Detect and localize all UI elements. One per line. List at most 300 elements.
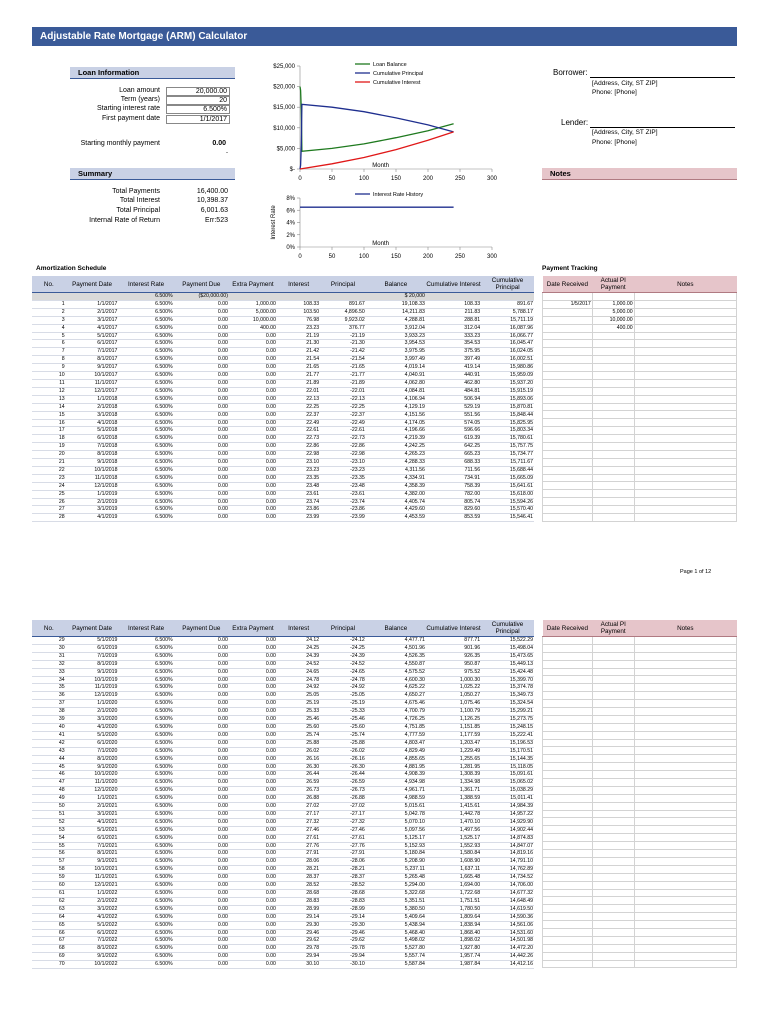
payment-cell[interactable] <box>592 490 634 498</box>
payment-cell[interactable] <box>592 660 634 668</box>
table-cell: 5/1/2018 <box>66 427 119 435</box>
table-cell: 0.00 <box>174 739 229 747</box>
table-row <box>543 660 737 668</box>
payment-cell[interactable] <box>592 739 634 747</box>
table-cell: 5,409.64 <box>366 913 426 921</box>
table-cell: 6/1/2021 <box>66 834 119 842</box>
payment-cell[interactable] <box>592 952 634 960</box>
payment-cell[interactable] <box>592 818 634 826</box>
payment-cell[interactable] <box>543 308 593 316</box>
payment-cell[interactable] <box>592 865 634 873</box>
payment-cell[interactable] <box>634 316 736 324</box>
payment-cell[interactable] <box>543 458 593 466</box>
payment-cell[interactable] <box>543 293 593 301</box>
payment-cell[interactable] <box>634 786 736 794</box>
payment-cell[interactable] <box>543 873 593 881</box>
table-cell: 8/1/2020 <box>66 755 119 763</box>
payment-cell[interactable] <box>592 668 634 676</box>
payment-cell[interactable] <box>543 747 593 755</box>
payment-cell[interactable]: 1,000.00 <box>592 300 634 308</box>
table-cell: 1,308.39 <box>426 771 481 779</box>
table-cell: 26.59 <box>277 779 320 787</box>
payment-cell[interactable] <box>634 652 736 660</box>
borrower-name-line[interactable] <box>590 76 735 78</box>
payment-cell[interactable] <box>592 403 634 411</box>
table-cell: 8/1/2019 <box>66 660 119 668</box>
payment-cell[interactable]: 10,000.00 <box>592 316 634 324</box>
payment-cell[interactable] <box>634 490 736 498</box>
table-row <box>32 506 534 514</box>
table-cell: 21 <box>32 459 66 467</box>
payment-cell[interactable] <box>634 857 736 865</box>
payment-cell[interactable] <box>592 498 634 506</box>
payment-cell[interactable] <box>543 731 593 739</box>
payment-cell[interactable] <box>592 387 634 395</box>
table-cell: 6.500% <box>118 451 173 459</box>
payment-cell[interactable]: 5,000.00 <box>592 308 634 316</box>
payment-cell[interactable] <box>634 731 736 739</box>
table-cell: 6.500% <box>118 506 173 514</box>
payment-cell[interactable] <box>592 379 634 387</box>
payment-cell[interactable] <box>592 293 634 301</box>
payment-cell[interactable] <box>543 857 593 865</box>
payment-cell[interactable] <box>634 435 736 443</box>
payment-cell[interactable] <box>634 723 736 731</box>
payment-cell[interactable] <box>634 340 736 348</box>
payment-cell[interactable]: 400.00 <box>592 324 634 332</box>
payment-cell[interactable] <box>634 387 736 395</box>
payment-cell[interactable] <box>592 637 634 645</box>
table-row <box>32 874 534 882</box>
payment-cell[interactable] <box>634 395 736 403</box>
table-cell: 4,881.95 <box>366 763 426 771</box>
payment-cell[interactable] <box>634 826 736 834</box>
payment-cell[interactable] <box>543 332 593 340</box>
payment-cell[interactable] <box>634 692 736 700</box>
payment-cell[interactable] <box>592 348 634 356</box>
payment-cell[interactable] <box>634 715 736 723</box>
payment-cell[interactable] <box>634 952 736 960</box>
payment-cell[interactable] <box>543 905 593 913</box>
payment-cell[interactable] <box>634 936 736 944</box>
table-cell: -21.30 <box>320 340 366 348</box>
payment-cell[interactable] <box>592 960 634 968</box>
table-cell: 5/1/2021 <box>66 826 119 834</box>
payment-cell[interactable] <box>592 427 634 435</box>
payment-cell[interactable] <box>634 660 736 668</box>
payment-cell[interactable] <box>634 794 736 802</box>
lender-phone[interactable]: Phone: [Phone] <box>592 139 637 146</box>
payment-cell[interactable] <box>543 514 593 522</box>
payment-cell[interactable] <box>543 316 593 324</box>
payment-cell[interactable] <box>543 850 593 858</box>
payment-cell[interactable] <box>592 371 634 379</box>
payment-cell[interactable] <box>634 802 736 810</box>
table-cell: 0.00 <box>229 842 277 850</box>
payment-cell[interactable] <box>634 324 736 332</box>
payment-cell[interactable] <box>543 442 593 450</box>
table-row <box>543 763 737 771</box>
payment-cell[interactable] <box>634 293 736 301</box>
payment-cell[interactable] <box>592 881 634 889</box>
payment-cell[interactable] <box>592 826 634 834</box>
payment-cell[interactable] <box>634 637 736 645</box>
payment-cell[interactable] <box>592 482 634 490</box>
payment-cell[interactable] <box>592 723 634 731</box>
table-cell: 1,415.61 <box>426 803 481 811</box>
payment-cell[interactable] <box>634 514 736 522</box>
payment-cell[interactable] <box>543 818 593 826</box>
payment-cell[interactable] <box>634 450 736 458</box>
payment-cell[interactable] <box>634 668 736 676</box>
payment-cell[interactable] <box>543 771 593 779</box>
payment-cell[interactable] <box>592 411 634 419</box>
payment-cell[interactable] <box>543 419 593 427</box>
payment-cell[interactable] <box>634 928 736 936</box>
payment-cell[interactable] <box>543 700 593 708</box>
table-cell: 0.00 <box>229 514 277 522</box>
payment-cell[interactable] <box>592 834 634 842</box>
payment-cell[interactable] <box>634 763 736 771</box>
payment-cell[interactable] <box>634 842 736 850</box>
payment-cell[interactable] <box>634 747 736 755</box>
table-cell <box>66 293 119 301</box>
payment-cell[interactable] <box>592 873 634 881</box>
payment-cell[interactable] <box>543 779 593 787</box>
payment-cell[interactable] <box>543 755 593 763</box>
payment-cell[interactable] <box>543 435 593 443</box>
table-cell: 6.500% <box>118 850 173 858</box>
table-cell: -29.78 <box>320 945 366 953</box>
table-cell: 0.00 <box>229 755 277 763</box>
table-row <box>543 936 737 944</box>
table-cell: 1,442.78 <box>426 810 481 818</box>
payment-cell[interactable] <box>543 403 593 411</box>
payment-cell[interactable] <box>543 960 593 968</box>
payment-cell[interactable] <box>543 482 593 490</box>
table-cell: 26.73 <box>277 787 320 795</box>
payment-cell[interactable] <box>592 506 634 514</box>
payment-cell[interactable] <box>592 850 634 858</box>
payment-cell[interactable] <box>592 889 634 897</box>
table-row <box>543 637 737 645</box>
payment-cell[interactable]: 1/5/2017 <box>543 300 593 308</box>
payment-cell[interactable] <box>543 763 593 771</box>
table-cell: 0.00 <box>229 660 277 668</box>
payment-cell[interactable] <box>592 395 634 403</box>
lender-name-line[interactable] <box>590 126 735 128</box>
payment-cell[interactable] <box>592 936 634 944</box>
payment-cell[interactable] <box>634 458 736 466</box>
payment-cell[interactable] <box>634 810 736 818</box>
payment-cell[interactable] <box>543 506 593 514</box>
payment-cell[interactable] <box>543 395 593 403</box>
payment-cell[interactable] <box>543 340 593 348</box>
x-tick-label: 300 <box>486 176 498 182</box>
payment-cell[interactable] <box>543 644 593 652</box>
payment-cell[interactable] <box>634 897 736 905</box>
borrower-phone[interactable]: Phone: [Phone] <box>592 89 637 96</box>
payment-cell[interactable] <box>634 498 736 506</box>
payment-cell[interactable] <box>592 435 634 443</box>
payment-cell[interactable] <box>592 779 634 787</box>
payment-cell[interactable] <box>634 779 736 787</box>
series-line <box>300 104 454 169</box>
payment-cell[interactable] <box>592 652 634 660</box>
table-row <box>32 482 534 490</box>
payment-cell[interactable] <box>592 692 634 700</box>
payment-cell[interactable] <box>634 364 736 372</box>
payment-cell[interactable] <box>592 514 634 522</box>
payment-cell[interactable] <box>634 442 736 450</box>
payment-cell[interactable] <box>592 458 634 466</box>
payment-cell[interactable] <box>634 371 736 379</box>
payment-cell[interactable] <box>592 684 634 692</box>
payment-cell[interactable] <box>543 676 593 684</box>
payment-cell[interactable] <box>543 723 593 731</box>
table-cell: 15,324.54 <box>481 700 534 708</box>
column-header: Notes <box>634 620 736 637</box>
payment-cell[interactable] <box>592 755 634 763</box>
payment-cell[interactable] <box>634 684 736 692</box>
table-cell: 0.00 <box>174 308 229 316</box>
payment-cell[interactable] <box>634 771 736 779</box>
payment-cell[interactable] <box>592 340 634 348</box>
payment-cell[interactable] <box>543 474 593 482</box>
payment-cell[interactable] <box>592 842 634 850</box>
table-cell: 5,498.02 <box>366 937 426 945</box>
payment-cell[interactable] <box>543 715 593 723</box>
payment-cell[interactable] <box>543 356 593 364</box>
loan-field-input[interactable]: 6.500% <box>166 105 230 114</box>
payment-cell[interactable] <box>634 474 736 482</box>
column-header: Extra Payment <box>229 276 277 293</box>
payment-cell[interactable] <box>543 834 593 842</box>
payment-cell[interactable] <box>543 668 593 676</box>
table-row <box>543 889 737 897</box>
table-row <box>32 961 534 969</box>
loan-field-input[interactable]: 20 <box>166 96 230 105</box>
table-cell: 27 <box>32 506 66 514</box>
payment-cell[interactable] <box>543 708 593 716</box>
payment-cell[interactable] <box>592 928 634 936</box>
payment-cell[interactable] <box>634 427 736 435</box>
table-cell: 4,700.79 <box>366 708 426 716</box>
table-cell: 0.00 <box>174 660 229 668</box>
payment-cell[interactable] <box>634 466 736 474</box>
payment-cell[interactable] <box>634 755 736 763</box>
payment-cell[interactable] <box>634 873 736 881</box>
table-cell: 9/1/2019 <box>66 668 119 676</box>
payment-cell[interactable] <box>634 944 736 952</box>
table-cell: 6.500% <box>118 403 173 411</box>
payment-cell[interactable] <box>592 763 634 771</box>
payment-cell[interactable] <box>634 300 736 308</box>
table-cell: 25.33 <box>277 708 320 716</box>
payment-cell[interactable] <box>543 364 593 372</box>
payment-cell[interactable] <box>592 731 634 739</box>
payment-cell[interactable] <box>634 348 736 356</box>
table-cell: 1,151.85 <box>426 723 481 731</box>
payment-cell[interactable] <box>634 676 736 684</box>
payment-cell[interactable] <box>543 324 593 332</box>
table-cell: 891.67 <box>481 300 534 308</box>
payment-cell[interactable] <box>634 708 736 716</box>
table-cell: 6.500% <box>118 763 173 771</box>
payment-cell[interactable] <box>543 652 593 660</box>
payment-cell[interactable] <box>543 865 593 873</box>
x-tick-label: 250 <box>454 254 466 260</box>
payment-cell[interactable] <box>634 700 736 708</box>
payment-cell[interactable] <box>634 889 736 897</box>
payment-cell[interactable] <box>543 936 593 944</box>
payment-cell[interactable] <box>634 850 736 858</box>
table-row <box>32 731 534 739</box>
table-cell: 22.37 <box>277 411 320 419</box>
payment-cell[interactable] <box>592 905 634 913</box>
payment-cell[interactable] <box>592 794 634 802</box>
payment-cell[interactable] <box>592 747 634 755</box>
payment-cell[interactable] <box>592 771 634 779</box>
payment-cell[interactable] <box>592 364 634 372</box>
payment-cell[interactable] <box>592 419 634 427</box>
payment-cell[interactable] <box>592 857 634 865</box>
payment-cell[interactable] <box>592 450 634 458</box>
table-cell: 0.00 <box>174 842 229 850</box>
payment-cell[interactable] <box>543 802 593 810</box>
payment-cell[interactable] <box>543 889 593 897</box>
payment-cell[interactable] <box>543 952 593 960</box>
payment-cell[interactable] <box>543 637 593 645</box>
payment-cell[interactable] <box>634 905 736 913</box>
payment-cell[interactable] <box>543 411 593 419</box>
table-cell: 0.00 <box>174 637 229 645</box>
payment-cell[interactable] <box>543 921 593 929</box>
payment-cell[interactable] <box>543 786 593 794</box>
payment-cell[interactable] <box>634 960 736 968</box>
table-row <box>32 826 534 834</box>
table-cell: 0.00 <box>229 818 277 826</box>
table-cell: 975.52 <box>426 668 481 676</box>
payment-cell[interactable] <box>634 739 736 747</box>
table-cell: 16,024.05 <box>481 348 534 356</box>
payment-cell[interactable] <box>592 474 634 482</box>
payment-cell[interactable] <box>592 897 634 905</box>
payment-cell[interactable] <box>543 387 593 395</box>
payment-cell[interactable] <box>592 676 634 684</box>
table-cell: 0.00 <box>229 692 277 700</box>
table-cell: 6/1/2018 <box>66 435 119 443</box>
payment-cell[interactable] <box>592 700 634 708</box>
table-cell: -23.35 <box>320 474 366 482</box>
payment-cell[interactable] <box>592 715 634 723</box>
payment-cell[interactable] <box>592 810 634 818</box>
payment-cell[interactable] <box>592 802 634 810</box>
column-header: Payment Due <box>174 276 229 293</box>
payment-cell[interactable] <box>634 332 736 340</box>
payment-cell[interactable] <box>634 865 736 873</box>
payment-cell[interactable] <box>634 379 736 387</box>
table-cell: 6.500% <box>118 858 173 866</box>
payment-cell[interactable] <box>634 506 736 514</box>
table-cell: 9/1/2021 <box>66 858 119 866</box>
payment-cell[interactable] <box>543 490 593 498</box>
table-row <box>32 676 534 684</box>
payment-cell[interactable] <box>634 482 736 490</box>
payment-cell[interactable] <box>543 684 593 692</box>
column-header: Interest Rate <box>118 620 173 637</box>
payment-cell[interactable] <box>592 921 634 929</box>
payment-cell[interactable] <box>634 411 736 419</box>
table-cell: 5,294.00 <box>366 882 426 890</box>
payment-cell[interactable] <box>543 379 593 387</box>
payment-cell[interactable] <box>543 466 593 474</box>
table-cell: 14 <box>32 403 66 411</box>
payment-cell[interactable] <box>634 644 736 652</box>
payment-cell[interactable] <box>592 466 634 474</box>
payment-cell[interactable] <box>543 660 593 668</box>
payment-cell[interactable] <box>543 928 593 936</box>
payment-cell[interactable] <box>634 356 736 364</box>
payment-cell[interactable] <box>592 913 634 921</box>
loan-field-input[interactable]: 1/1/2017 <box>166 115 230 124</box>
payment-cell[interactable] <box>543 826 593 834</box>
payment-cell[interactable] <box>592 644 634 652</box>
table-cell: -25.05 <box>320 692 366 700</box>
payment-cell[interactable] <box>543 913 593 921</box>
payment-cell[interactable] <box>634 834 736 842</box>
payment-cell[interactable] <box>543 692 593 700</box>
payment-cell[interactable] <box>592 356 634 364</box>
payment-cell[interactable] <box>543 881 593 889</box>
payment-cell[interactable] <box>543 739 593 747</box>
payment-cell[interactable] <box>592 786 634 794</box>
payment-cell[interactable] <box>592 708 634 716</box>
payment-cell[interactable] <box>634 881 736 889</box>
table-cell: 6.500% <box>118 747 173 755</box>
payment-cell[interactable] <box>543 842 593 850</box>
payment-cell[interactable] <box>634 913 736 921</box>
table-cell: 24.78 <box>277 676 320 684</box>
payment-cell[interactable] <box>543 944 593 952</box>
payment-cell[interactable] <box>634 921 736 929</box>
payment-cell[interactable] <box>543 897 593 905</box>
payment-cell[interactable] <box>592 332 634 340</box>
table-cell: 4,988.59 <box>366 795 426 803</box>
payment-cell[interactable] <box>543 427 593 435</box>
lender-address[interactable]: [Address, City, ST ZIP] <box>592 129 658 136</box>
table-cell: 440.91 <box>426 372 481 380</box>
table-cell: 21.77 <box>277 372 320 380</box>
borrower-address[interactable]: [Address, City, ST ZIP] <box>592 80 658 87</box>
payment-cell[interactable] <box>543 348 593 356</box>
payment-cell[interactable] <box>543 371 593 379</box>
payment-cell[interactable] <box>543 810 593 818</box>
payment-cell[interactable] <box>543 450 593 458</box>
loan-field-input[interactable]: 20,000.00 <box>166 87 230 96</box>
payment-cell[interactable] <box>543 498 593 506</box>
payment-cell[interactable] <box>634 419 736 427</box>
payment-cell[interactable] <box>543 794 593 802</box>
payment-cell[interactable] <box>634 308 736 316</box>
table-cell: 15,248.15 <box>481 723 534 731</box>
table-cell: 6.500% <box>118 945 173 953</box>
payment-cell[interactable] <box>592 442 634 450</box>
payment-cell[interactable] <box>634 818 736 826</box>
column-header: Date Received <box>543 620 593 637</box>
payment-cell[interactable] <box>592 944 634 952</box>
payment-cell[interactable] <box>634 403 736 411</box>
